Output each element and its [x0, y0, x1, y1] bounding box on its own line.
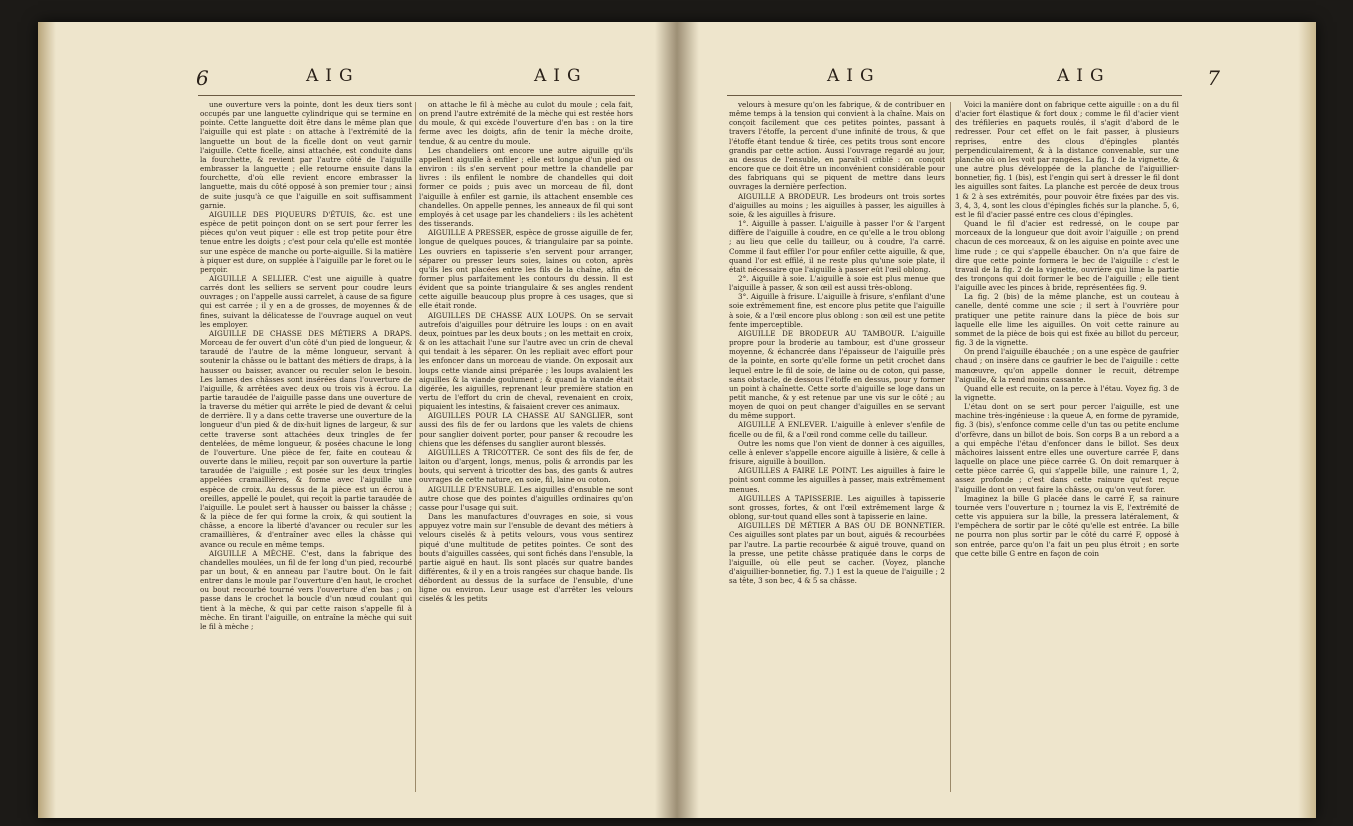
paragraph: velours à mesure qu'on les fabrique, & de contribuer en même temps à la tension qui convient à la chaîne. Mais on conçoit facilement que ces petites pointes, passant à travers l'étoffe, la percent d'une infinité de trous, & que l'étoffe étant tendue & tirée, ces petits trous sont encore grandis par cette action. Aussi l'ouvrage regardé au jour, au dessus de l'ensuble, en paraît-il criblé : on conçoit encore que ce doit être un inconvénient considérable pour des fabriquans qui se piquent de mettre dans leurs ouvrages la dernière perfection. — [729, 100, 945, 192]
paragraph: on attache le fil à mèche au culot du moule ; cela fait, on prend l'autre extrémité de la mèche qui est restée hors du moule, & qui excède l'ouverture d'en bas : on la tire ferme avec les doigts, afin de tenir la mèche droite, tendue, & au centre du moule. — [419, 100, 633, 146]
paragraph: L'étau dont on se sert pour percer l'aiguille, est une machine très-ingénieuse : la queue A, en forme de pyramide, fig. 3 (bis), s'enfonce comme celle d'un tas ou petite enclume d'orfèvre, dans un billot de bois. Son corps B a un rebord a a a qui empêche l'étau d'enfoncer dans le billot. Ses deux mâchoires laissent entre elles une ouverture carrée F, dans laquelle on place une pièce carrée G. On doit remarquer à cette pièce carrée G, qui s'appelle bille, une rainure 1, 2, assez profonde ; c'est dans cette rainure qu'est reçue l'aiguille dont on veut faire la châsse, ou qu'on veut forer. — [955, 402, 1179, 494]
running-head-word: AIG — [306, 66, 360, 86]
paragraph: AIGUILLE DE BRODEUR AU TAMBOUR. L'aiguille propre pour la broderie au tambour, est d'une grosseur moyenne, & échancrée dans l'épaisseur de l'aiguille près de la pointe, en sorte qu'elle forme un petit crochet dans lequel entre le fil de soie, de laine ou de coton, qui passe, sans obstacle, de dessous l'étoffe en dessus, pour y former un point à chaînette. Cette sorte d'aiguille se loge dans un petit manche, & y est retenue par une vis sur le côté ; au moyen de quoi on peut changer d'aiguilles en se servant du même support. — [729, 328, 945, 421]
paragraph: une ouverture vers la pointe, dont les deux tiers sont occupés par une languette cylindrique qui se termine en pointe. Cette languette doit être dans le même plan que l'aiguille qui est plate : on attache à l'extrémité de la languette un bout de la ficelle dont on veut garnir l'aiguille. Cette ficelle, ainsi attachée, est conduite dans la fourchette, & revient par l'autre côté de l'aiguille embrasser la languette ; elle retourne ensuite dans la fourchette, d'où elle revient encore embrasser la languette, mais du côté opposé à son premier tour ; ainsi de suite jusqu'à ce que l'aiguille en soit suffisamment garnie. — [200, 100, 412, 210]
column-divider — [415, 102, 416, 792]
left-page — [38, 22, 677, 818]
column-divider — [950, 102, 951, 792]
page-number: 7 — [1207, 66, 1220, 90]
paragraph: 3°. Aiguille à frisure. L'aiguille à frisure, s'enfilant d'une soie extrêmement fine, est encore plus petite que l'aiguille à soie, & a l'œil encore plus oblong : son œil est une petite fente imperceptible. — [729, 292, 945, 329]
paragraph: Voici la manière dont on fabrique cette aiguille : on a du fil d'acier fort élastique & fort doux ; comme le fil d'acier vient des tréfileries en paquets roulés, il s'agit d'abord de le redresser. Pour cet effet on le fait passer, à plusieurs reprises, entre des clous d'épingles plantés perpendiculairement, & à la distance convenable, sur une planche où on les voit par rangées. La fig. 1 de la vignette, & une autre plus développée de la planche de l'aiguillier-bonnetier, fig. 1 (bis), est l'engin qui sert à dresser le fil dont les aiguilles sont faites. La planche est percée de deux trous 1 & 2 à ses extrémités, pour pouvoir être fixées par des vis. 3, 4, 3, 4, sont les clous d'épingles fichés sur la planche. 5, 6, est le fil d'acier passé entre ces clous d'épingles. — [955, 100, 1179, 219]
paragraph: On prend l'aiguille ébauchée ; on a une espèce de gaufrier chaud ; on insère dans ce gaufrier le bec de l'aiguille : cette manœuvre, qu'on appelle donner le recuit, détrempe l'aiguille, & la rend moins cassante. — [955, 347, 1179, 384]
paragraph: AIGUILLE A PRESSER, espèce de grosse aiguille de fer, longue de quelques pouces, & triangulaire par sa pointe. Les ouvriers en tapisserie s'en servent pour arranger, séparer ou presser leurs soies, laines ou coton, après qu'ils les ont placées entre les fils de la chaîne, afin de former plus parfaitement les contours du dessin. Il est évident que sa pointe triangulaire & ses angles rendent cette aiguille beaucoup plus propre à ces usages, que si elle était ronde. — [419, 228, 633, 311]
paragraph: AIGUILLES A TRICOTTER. Ce sont des fils de fer, de laiton ou d'argent, longs, menus, polis & arrondis par les bouts, qui servent à tricotter des bas, des gants & autres ouvrages de cette nature, en soie, fil, laine ou coton. — [419, 447, 633, 485]
paragraph: AIGUILLE A ENLEVER. L'aiguille à enlever s'enfile de ficelle ou de fil, & a l'œil rond comme celle du tailleur. — [729, 420, 945, 439]
book-spread — [38, 22, 1316, 818]
paragraph: AIGUILLE DE CHASSE DES MÉTIERS A DRAPS. Morceau de fer ouvert d'un côté d'un pied de longueur, & taraudé de l'autre de la même longueur, servant à soutenir la châsse ou le battant des métiers de draps, à la hausser ou baisser, avancer ou reculer selon le besoin. Les lames des châsses sont insérées dans l'ouverture de l'aiguille, & arrêtées avec deux ou trois vis à écrou. La partie taraudée de l'aiguille passe dans une ouverture de la traverse du métier qui arrête le pied de devant & celui de derrière. Il y a dans cette traverse une ouverture de la longueur d'un pied & de dix-huit lignes de largeur, & sur cette traverse sont attachées deux tringles de fer dentelées, de même longueur, & posées chacune le long de l'ouverture. Une pièce de fer, faite en couteau & ouverte dans le milieu, reçoit par son ouverture la partie taraudée de l'aiguille ; est posée sur les deux tringles appelées cramaillières, & forme avec l'aiguille une espèce de croix. Au dessus de la pièce est un écrou à oreilles, appellé le poulet, qui reçoit la partie taraudée de l'aiguille. Le poulet sert à hausser ou baisser la châsse ; & la pièce de fer qui forme la croix, & qui soutient la châsse, a encore la liberté d'avancer ou reculer sur les cramaillières, & d'entraîner avec elles la châsse qui avance ou recule en même temps. — [200, 328, 412, 549]
running-head-word: AIG — [534, 66, 588, 86]
paragraph: AIGUILLES A TAPISSERIE. Les aiguilles à tapisserie sont grosses, fortes, & ont l'œil extrêmement large & oblong, sur-tout quand elles sont à tapisserie en laine. — [729, 493, 945, 522]
head-rule — [727, 95, 1182, 96]
paragraph: Imaginez la bille G placée dans le carré F, sa rainure tournée vers l'ouverture n ; tournez la vis E, l'extrémité de cette vis appuiera sur la bille, la pressera latéralement, & l'empêchera de sortir par le côté qu'elle est entrée. La bille ne pourra non plus sortir par le côté du carré F, opposé à son entrée, parce qu'on l'a fait un peu plus étroit ; en sorte que cette bille G entre en façon de coin — [955, 493, 1179, 558]
paragraph: AIGUILLES DE CHASSE AUX LOUPS. On se servait autrefois d'aiguilles pour détruire les loups : on en avait deux, pointues par les deux bouts ; on les mettait en croix, & on les attachait l'une sur l'autre avec un crin de cheval qui tendait à les séparer. On les repliait avec effort pour les enfoncer dans un morceau de viande. On exposait aux loups cette viande ainsi préparée ; les loups avalaient les aiguilles & la viande goulument ; & quand la viande était digérée, les aiguilles, reprenant leur première station en vertu de l'effort du crin de cheval, revenaient en croix, piquaient les intestins, & faisaient crever ces animaux. — [419, 310, 633, 412]
paragraph: AIGUILLE DES PIQUEURS D'ÉTUIS, &c. est une espèce de petit poinçon dont on se sert pour ferrer les pièces qu'on veut piquer : elle est trop petite pour être tenue entre les doigts ; c'est pour cela qu'elle est montée sur une espèce de manche ou porte-aiguille. Si la matière à piquer est dure, on supplée à l'aiguille par le foret ou le perçoir. — [200, 209, 412, 274]
paragraph: 2°. Aiguille à soie. L'aiguille à soie est plus menue que l'aiguille à passer, & son œil est aussi très-oblong. — [729, 273, 945, 293]
page-number: 6 — [196, 66, 209, 90]
right-page — [677, 22, 1316, 818]
text-column-2 — [955, 100, 1179, 800]
paragraph: Les chandeliers ont encore une autre aiguille qu'ils appellent aiguille à enfiler ; elle est longue d'un pied ou environ : ils s'en servent pour mettre la chandelle par livres : ils enfilent le nombre de chandelles qui doit former ce poids ; puis avec un morceau de fil, dont l'aiguille à enfiler est garnie, ils attachent ensemble ces chandelles. On appelle pennes, les anneaux de fil qui sont employés à cet usage par les chandeliers : ils les achètent des tisserands. — [419, 145, 633, 229]
paragraph: Quand le fil d'acier est redressé, on le coupe par morceaux de la longueur que doit avoir l'aiguille ; on prend chacun de ces morceaux, & on les aiguise en pointe avec une lime rude ; ce qui s'appelle ébaucher. On n'a que faire de dire que cette pointe formera le bec de l'aiguille : c'est le travail de la fig. 2 de la vignette, ouvrière qui lime la partie des tronçons qui doit former le bec de l'aiguille ; elle tient l'aiguille avec les pinces à bride, représentées fig. 9. — [955, 219, 1179, 293]
paragraph: La fig. 2 (bis) de la même planche, est un couteau à canelle, denté comme une scie ; il sert à l'ouvrière pour pratiquer une petite rainure dans la pièce de bois sur laquelle elle lime les aiguilles. On voit cette rainure au sommet de la pièce de bois qui est fixée au billot du perceur, fig. 3 de la vignette. — [955, 292, 1179, 348]
paragraph: 1°. Aiguille à passer. L'aiguille à passer l'or & l'argent diffère de l'aiguille à coudre, en ce qu'elle a le trou oblong ; au lieu que celle du tailleur, ou à coudre, l'a carré. Comme il faut effiler l'or pour enfiler cette aiguille, & que, quand l'or est effilé, il ne reste plus qu'une soie plate, il était nécessaire que l'aiguille à passer eût l'œil oblong. — [729, 219, 945, 274]
paragraph: Outre les noms que l'on vient de donner à ces aiguilles, celle à enlever s'appelle encore aiguille à lisière, & celle à frisure, aiguille à bouillon. — [729, 438, 945, 467]
running-head-word: AIG — [827, 66, 881, 86]
paragraph: AIGUILLES DE MÉTIER A BAS OU DE BONNETIER. Ces aiguilles sont plates par un bout, aiguës & recourbées par l'autre. La partie recourbée & aiguë trouve, quand on la presse, une petite châsse pratiquée dans le corps de l'aiguille, où elle peut se cacher. (Voyez, planche d'aiguillier-bonnetier, fig. 7.) 1 est la queue de l'aiguille ; 2 sa tête, 3 son bec, 4 & 5 sa châsse. — [729, 521, 945, 586]
paragraph: AIGUILLES A FAIRE LE POINT. Les aiguilles à faire le point sont comme les aiguilles à passer, mais extrêmement menues. — [729, 466, 945, 494]
paragraph: AIGUILLES POUR LA CHASSE AU SANGLIER, sont aussi des fils de fer ou lardons que les valets de chiens pour sanglier doivent porter, pour panser & recoudre les chiens que les défenses du sanglier auront blessés. — [419, 411, 633, 448]
paragraph: AIGUILLE D'ENSUBLE. Les aiguilles d'ensuble ne sont autre chose que des pointes d'aiguilles ordinaires qu'on casse pour l'usage qui suit. — [419, 484, 633, 512]
head-rule — [198, 95, 635, 96]
running-head-word: AIG — [1057, 66, 1111, 86]
paragraph: AIGUILLE A SELLIER. C'est une aiguille à quatre carrés dont les selliers se servent pour coudre leurs ouvrages ; on l'appelle aussi carrelet, à cause de sa figure qui est carrée ; il y en a de grosses, de moyennes & de fines, suivant la délicatesse de l'ouvrage auquel on veut les employer. — [200, 273, 412, 329]
paragraph: AIGUILLE A BRODEUR. Les brodeurs ont trois sortes d'aiguilles au moins ; les aiguilles à passer, les aiguilles à soie, & les aiguilles à frisure. — [729, 191, 945, 219]
text-column-2 — [419, 100, 633, 800]
paragraph: AIGUILLE A MÈCHE. C'est, dans la fabrique des chandelles moulées, un fil de fer long d'un pied, recourbé par un bout, & en anneau par l'autre bout. On le fait entrer dans le moule par l'ouverture d'en haut, le crochet ou bout recourbé tourné vers l'ouverture d'en bas ; on passe dans le crochet la boucle d'un nœud coulant qui tient à la mèche, & qui par cette raison s'appelle fil à mèche. En tirant l'aiguille, on entraîne la mèche qui suit le fil à mèche ; — [200, 548, 412, 631]
paragraph: Dans les manufactures d'ouvrages en soie, si vous appuyez votre main sur l'ensuble de devant des métiers à velours ciselés & à petits velours, vous vous sentirez piqué d'une multitude de petites pointes. Ce sont des bouts d'aiguilles cassées, qui sont fichés dans l'ensuble, la partie aiguë en haut. Ils sont placés sur quatre bandes différentes, & il y en a trois rangées sur chaque bande. Ils débordent au dessus de la surface de l'ensuble, d'une ligne ou environ. Leur usage est d'arrêter les velours ciselés & les petits — [419, 512, 633, 604]
text-column-1 — [729, 100, 945, 800]
text-column-1 — [200, 100, 412, 800]
paragraph: Quand elle est recuite, on la perce à l'étau. Voyez fig. 3 de la vignette. — [955, 383, 1179, 402]
